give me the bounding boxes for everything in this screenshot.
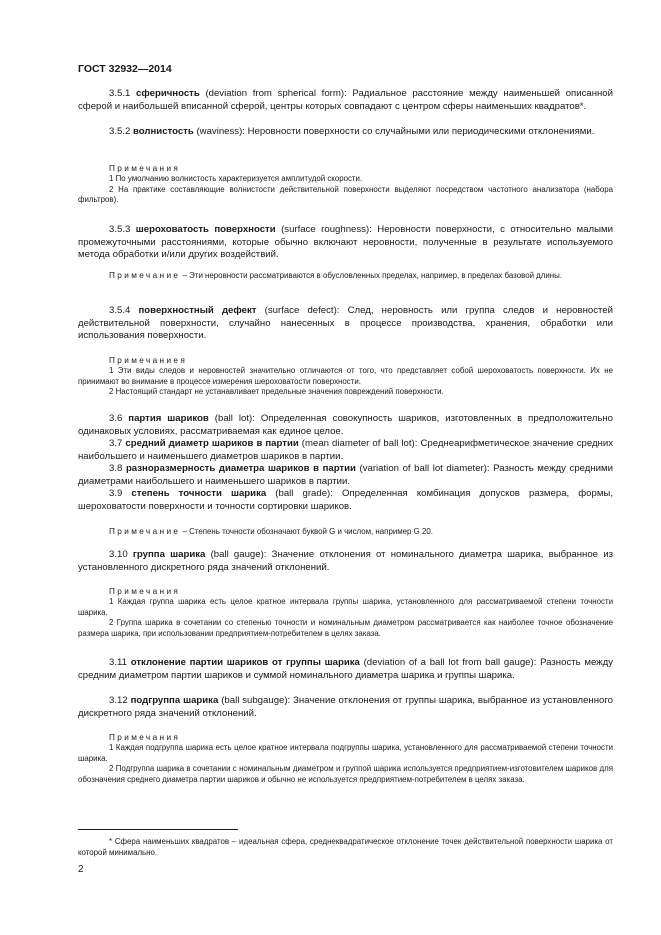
footnote bbox=[78, 837, 613, 858]
note-text: – Эти неровности рассматриваются в обусловленных пределах, например, в пределах базовой длины. bbox=[180, 271, 563, 280]
footnote-text: * Сфера наименьших квадратов – идеальная сфера, среднеквадратическое отклонение точек действительной поверхности шарика от которой минимально. bbox=[78, 837, 613, 857]
note-block-3-5-3 bbox=[78, 270, 613, 282]
clause-number: 3.7 bbox=[109, 438, 123, 449]
page-number: 2 bbox=[78, 864, 84, 875]
definition: (surface roughness): Неровности поверхности, с относительно малыми промежуточными расстояниями, которые обычно включают неровности, полученные в результате используемого метода обработки и/или других воздействий. bbox=[78, 224, 613, 261]
note-item: 1 Каждая группа шарика есть целое кратное интервала группы шарика, установленного для рассматриваемой степени точности шарика. bbox=[78, 597, 613, 617]
clause-3-5-3 bbox=[78, 224, 613, 262]
note-item: 2 На практике составляющие волнистости действительной поверхности выделяют посредством частотного анализатора (набора фильтров). bbox=[78, 184, 613, 205]
term: степень точности шарика bbox=[131, 488, 267, 499]
note-heading: Примечания bbox=[109, 587, 181, 596]
definition: (ball lot): Определенная совокупность шариков, изготовленных в предположительно одинаковых условиях, рассматриваемая как единое целое. bbox=[78, 413, 613, 437]
definition: (surface defect): След, неровность или группа следов и неровностей действительной поверхности, случайно нанесенных в процессе производства, хранения, обработки или использования поверхности. bbox=[78, 305, 613, 342]
clause-number: 3.10 bbox=[109, 549, 128, 560]
note-heading: Примечания bbox=[109, 733, 181, 742]
clause-3-5-1 bbox=[78, 88, 613, 113]
note-item: 2 Настоящий стандарт не устанавливает предельные значения повреждений поверхности. bbox=[109, 387, 444, 397]
definition: (deviation from spherical form): Радиальное расстояние между наименьшей описанной сферой и наибольшей вписанной сферой, центры которых совпадают с центром сферы наименьших квадратов*. bbox=[78, 88, 614, 112]
clause-3-9 bbox=[78, 488, 613, 513]
note-text: – Степень точности обозначают буквой G и числом, например G 20. bbox=[180, 527, 433, 536]
clause-3-6 bbox=[78, 413, 613, 438]
note-item: 2 Группа шарика в сочетании со степенью точности и номинальным диаметром рассматривается как наиболее точное обозначение размера шарика, при использовании предприятием-потребителем в целях заказа. bbox=[78, 618, 613, 638]
clause-number: 3.8 bbox=[109, 463, 123, 474]
clause-number: 3.5.2 bbox=[109, 126, 131, 137]
note-block-3-5-2 bbox=[78, 163, 613, 206]
term: шероховатость поверхности bbox=[135, 224, 276, 235]
note-item: 1 Каждая подгруппа шарика есть целое кратное интервала подгруппы шарика, установленного для рассматриваемой степени точности шарика. bbox=[78, 743, 613, 763]
note-block-3-10 bbox=[78, 586, 613, 639]
footnote-divider bbox=[78, 829, 238, 830]
term: разноразмерность диаметра шариков в партии bbox=[125, 463, 356, 474]
note-heading: Примечания bbox=[109, 164, 181, 173]
term: сферичность bbox=[136, 88, 200, 99]
clause-3-5-4 bbox=[78, 305, 613, 343]
clause-number: 3.6 bbox=[109, 413, 123, 424]
term: отклонение партии шариков от группы шарика bbox=[130, 657, 360, 668]
clause-3-12 bbox=[78, 695, 613, 720]
clause-3-7 bbox=[78, 438, 613, 463]
clause-number: 3.5.1 bbox=[109, 88, 131, 99]
clause-3-11 bbox=[78, 657, 613, 682]
note-item: 1 По умолчанию волнистость характеризуется амплитудой скорости. bbox=[109, 174, 363, 183]
term: подгруппа шарика bbox=[130, 695, 219, 706]
term: средний диаметр шариков в партии bbox=[125, 438, 299, 449]
definition: (mean diameter of ball lot): Среднеарифметическое значение средних наибольшего и наименьшего диаметров шариков в партии. bbox=[78, 438, 614, 462]
note-block-3-9 bbox=[78, 526, 613, 538]
note-heading: Примечание bbox=[109, 271, 181, 280]
note-heading: Примечание bbox=[109, 527, 181, 536]
definition: (variation of ball lot diameter): Разность между средними диаметрами наибольшего и наименьшего шариков в партии. bbox=[78, 463, 613, 487]
term: поверхностный дефект bbox=[138, 305, 257, 316]
document-header: ГОСТ 32932—2014 bbox=[78, 63, 172, 75]
clause-3-5-2 bbox=[78, 126, 613, 139]
note-block-3-12 bbox=[78, 732, 613, 785]
clause-3-10 bbox=[78, 549, 613, 574]
term: волнистость bbox=[133, 126, 194, 137]
definition: (waviness): Неровности поверхности со случайными или периодическими отклонениями. bbox=[193, 126, 595, 137]
clause-number: 3.5.3 bbox=[109, 224, 131, 235]
clause-3-8 bbox=[78, 463, 613, 488]
term: партия шариков bbox=[128, 413, 209, 424]
note-item: 2 Подгруппа шарика в сочетании с номинальным диаметром и группой шарика используется предприятием-изготовителем шариков для обозначения среднего диаметра партии шариков и обычно не используется предприятием-потребителем в целях заказа. bbox=[78, 764, 613, 784]
clause-number: 3.11 bbox=[109, 657, 127, 668]
definition: (ball gauge): Значение отклонения от номинального диаметра шарика, выбранное из установленного дискретного ряда значений отклонений. bbox=[78, 549, 613, 573]
definition: (ball subgauge): Значение отклонения от группы шарика, выбранное из установленного дискретного ряда значений отклонений. bbox=[78, 695, 613, 719]
clause-number: 3.5.4 bbox=[109, 305, 131, 316]
clause-number: 3.9 bbox=[109, 488, 123, 499]
note-item: 1 Эти виды следов и неровностей значительно отличаются от того, что представляет собой шероховатость поверхности. Их не принимают во внимание в процессе измерения шероховатости поверхности. bbox=[78, 366, 613, 386]
note-heading: Примечаниея bbox=[109, 356, 188, 365]
clause-number: 3.12 bbox=[109, 695, 128, 706]
definition: (ball grade): Определенная комбинация допусков размера, формы, шероховатости поверхности и точности сортировки шариков. bbox=[78, 488, 613, 512]
note-block-3-5-4 bbox=[78, 355, 613, 398]
definition: (deviation of a ball lot from ball gauge): Разность между средним диаметром партии шариков и суммой номинального диаметра шарика и группы шарика. bbox=[78, 657, 613, 681]
term: группа шарика bbox=[132, 549, 206, 560]
